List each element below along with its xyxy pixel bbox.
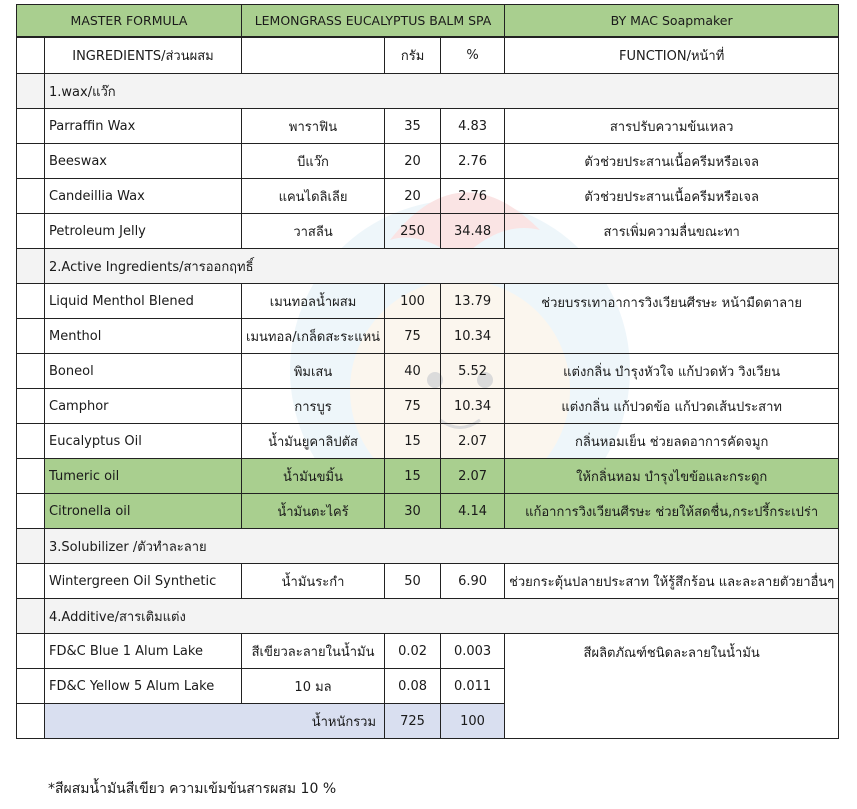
ingredient-function: แต่งกลิ่น บำรุงหัวใจ แก้ปวดหัว วิงเวียน bbox=[505, 354, 839, 389]
blank-cell bbox=[17, 424, 45, 459]
ingredient-thai: บีแว๊ก bbox=[242, 144, 385, 179]
ingredient-name: Wintergreen Oil Synthetic bbox=[45, 564, 242, 599]
ingredient-function: สารปรับความข้นเหลว bbox=[505, 109, 839, 144]
ingredient-thai: น้ำมันระกำ bbox=[242, 564, 385, 599]
ingredient-row bbox=[17, 564, 839, 599]
section-title: 1.wax/แว๊ก bbox=[45, 74, 839, 109]
blank-cell bbox=[17, 599, 45, 634]
ingredient-percent: 10.34 bbox=[441, 319, 505, 354]
ingredient-gram: 100 bbox=[385, 284, 441, 319]
ingredient-thai: พิมเสน bbox=[242, 354, 385, 389]
ingredient-row bbox=[17, 284, 839, 319]
ingredient-function: แก้อาการวิงเวียนศีรษะ ช่วยให้สดชื่น,กระปรี้กระเปร่า bbox=[505, 494, 839, 529]
col-ingredients: INGREDIENTS/ส่วนผสม bbox=[45, 37, 242, 74]
blank-cell bbox=[17, 459, 45, 494]
ingredient-row bbox=[17, 354, 839, 389]
blank-cell bbox=[17, 144, 45, 179]
section-title: 3.Solubilizer /ตัวทำละลาย bbox=[45, 529, 839, 564]
ingredient-function: สีผลิตภัณฑ์ชนิดละลายในน้ำมัน bbox=[505, 634, 839, 739]
ingredient-row bbox=[17, 389, 839, 424]
footnote: *สีผสมน้ำมันสีเขียว ความเข้มข้นสารผสม 10 % bbox=[48, 781, 337, 797]
blank-cell bbox=[17, 354, 45, 389]
ingredient-gram: 50 bbox=[385, 564, 441, 599]
ingredient-name: FD&C Yellow 5 Alum Lake bbox=[45, 669, 242, 704]
blank-cell bbox=[17, 669, 45, 704]
ingredient-thai: เมนทอลน้ำผสม bbox=[242, 284, 385, 319]
ingredient-percent: 34.48 bbox=[441, 214, 505, 249]
blank-cell bbox=[17, 704, 45, 739]
ingredient-name: Menthol bbox=[45, 319, 242, 354]
ingredient-thai: เมนทอล/เกล็ดสะระแหน่ bbox=[242, 319, 385, 354]
ingredient-function: ช่วยบรรเทาอาการวิงเวียนศีรษะ หน้ามืดตาลาย bbox=[505, 284, 839, 354]
blank-cell bbox=[17, 529, 45, 564]
ingredient-percent: 4.14 bbox=[441, 494, 505, 529]
blank-cell bbox=[17, 249, 45, 284]
title-row bbox=[17, 5, 839, 38]
header-left: MASTER FORMULA bbox=[17, 5, 242, 38]
ingredient-percent: 5.52 bbox=[441, 354, 505, 389]
ingredient-gram: 75 bbox=[385, 319, 441, 354]
ingredient-thai: 10 มล bbox=[242, 669, 385, 704]
section-row bbox=[17, 599, 839, 634]
blank-cell bbox=[17, 564, 45, 599]
ingredient-gram: 40 bbox=[385, 354, 441, 389]
section-row bbox=[17, 529, 839, 564]
blank-cell bbox=[17, 634, 45, 669]
blank-cell bbox=[17, 284, 45, 319]
ingredient-percent: 4.83 bbox=[441, 109, 505, 144]
ingredient-percent: 2.76 bbox=[441, 144, 505, 179]
total-gram: 725 bbox=[385, 704, 441, 739]
blank-cell bbox=[17, 494, 45, 529]
ingredient-percent: 13.79 bbox=[441, 284, 505, 319]
ingredient-name: FD&C Blue 1 Alum Lake bbox=[45, 634, 242, 669]
ingredient-percent: 2.07 bbox=[441, 424, 505, 459]
ingredient-percent: 0.003 bbox=[441, 634, 505, 669]
ingredient-name: Liquid Menthol Blened bbox=[45, 284, 242, 319]
ingredient-name: Candeillia Wax bbox=[45, 179, 242, 214]
ingredient-thai: พาราฟิน bbox=[242, 109, 385, 144]
ingredient-function: ตัวช่วยประสานเนื้อครีมหรือเจล bbox=[505, 179, 839, 214]
ingredient-gram: 0.08 bbox=[385, 669, 441, 704]
ingredient-gram: 30 bbox=[385, 494, 441, 529]
ingredient-name: Beeswax bbox=[45, 144, 242, 179]
ingredient-gram: 20 bbox=[385, 144, 441, 179]
blank-cell bbox=[17, 319, 45, 354]
ingredient-thai: น้ำมันตะไคร้ bbox=[242, 494, 385, 529]
section-row bbox=[17, 74, 839, 109]
section-title: 2.Active Ingredients/สารออกฤทธิ์ bbox=[45, 249, 839, 284]
ingredient-thai: น้ำมันยูคาลิปตัส bbox=[242, 424, 385, 459]
blank-cell bbox=[17, 389, 45, 424]
col-percent: % bbox=[441, 37, 505, 74]
ingredient-row bbox=[17, 459, 839, 494]
ingredient-thai: แคนไดลิเลีย bbox=[242, 179, 385, 214]
ingredient-name: Eucalyptus Oil bbox=[45, 424, 242, 459]
ingredient-percent: 10.34 bbox=[441, 389, 505, 424]
ingredient-gram: 250 bbox=[385, 214, 441, 249]
ingredient-function: ให้กลิ่นหอม บำรุงไขข้อและกระดูก bbox=[505, 459, 839, 494]
section-row bbox=[17, 249, 839, 284]
ingredient-name: Petroleum Jelly bbox=[45, 214, 242, 249]
ingredient-row bbox=[17, 109, 839, 144]
ingredient-function: แต่งกลิ่น แก้ปวดข้อ แก้ปวดเส้นประสาท bbox=[505, 389, 839, 424]
blank-cell bbox=[17, 37, 45, 74]
col-function: FUNCTION/หน้าที่ bbox=[505, 37, 839, 74]
ingredient-gram: 75 bbox=[385, 389, 441, 424]
blank-cell bbox=[242, 37, 385, 74]
ingredient-gram: 0.02 bbox=[385, 634, 441, 669]
header-mid: LEMONGRASS EUCALYPTUS BALM SPA bbox=[242, 5, 505, 38]
ingredient-percent: 0.011 bbox=[441, 669, 505, 704]
ingredient-name: Camphor bbox=[45, 389, 242, 424]
ingredient-row bbox=[17, 214, 839, 249]
ingredient-gram: 20 bbox=[385, 179, 441, 214]
ingredient-name: Citronella oil bbox=[45, 494, 242, 529]
blank-cell bbox=[17, 74, 45, 109]
header-right: BY MAC Soapmaker bbox=[505, 5, 839, 38]
ingredient-function: ตัวช่วยประสานเนื้อครีมหรือเจล bbox=[505, 144, 839, 179]
total-percent: 100 bbox=[441, 704, 505, 739]
ingredient-gram: 15 bbox=[385, 424, 441, 459]
total-label: น้ำหนักรวม bbox=[45, 704, 385, 739]
ingredient-gram: 35 bbox=[385, 109, 441, 144]
column-header-row bbox=[17, 37, 839, 74]
ingredient-name: Boneol bbox=[45, 354, 242, 389]
col-gram: กรัม bbox=[385, 37, 441, 74]
blank-cell bbox=[17, 179, 45, 214]
ingredient-thai: น้ำมันขมิ้น bbox=[242, 459, 385, 494]
formula-table bbox=[16, 4, 839, 739]
ingredient-row bbox=[17, 634, 839, 669]
ingredient-percent: 6.90 bbox=[441, 564, 505, 599]
ingredient-thai: วาสลีน bbox=[242, 214, 385, 249]
ingredient-row bbox=[17, 424, 839, 459]
ingredient-row bbox=[17, 179, 839, 214]
ingredient-row bbox=[17, 144, 839, 179]
ingredient-percent: 2.76 bbox=[441, 179, 505, 214]
ingredient-function: ช่วยกระตุ้นปลายประสาท ให้รู้สึกร้อน และละลายตัวยาอื่นๆ bbox=[505, 564, 839, 599]
ingredient-function: กลิ่นหอมเย็น ช่วยลดอาการคัดจมูก bbox=[505, 424, 839, 459]
blank-cell bbox=[17, 109, 45, 144]
ingredient-thai: การบูร bbox=[242, 389, 385, 424]
ingredient-percent: 2.07 bbox=[441, 459, 505, 494]
ingredient-name: Parraffin Wax bbox=[45, 109, 242, 144]
blank-cell bbox=[17, 214, 45, 249]
ingredient-row bbox=[17, 494, 839, 529]
ingredient-gram: 15 bbox=[385, 459, 441, 494]
ingredient-thai: สีเขียวละลายในน้ำมัน bbox=[242, 634, 385, 669]
ingredient-function: สารเพิ่มความลื่นขณะทา bbox=[505, 214, 839, 249]
section-title: 4.Additive/สารเติมแต่ง bbox=[45, 599, 839, 634]
ingredient-name: Tumeric oil bbox=[45, 459, 242, 494]
